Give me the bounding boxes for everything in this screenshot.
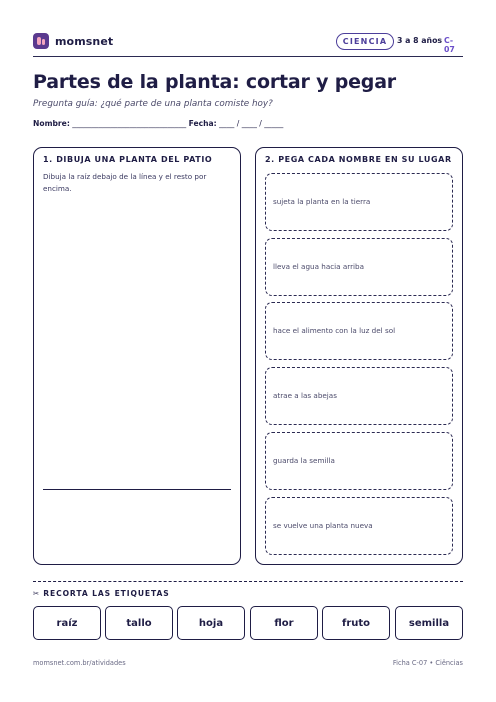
paste-slot[interactable] bbox=[265, 432, 453, 490]
brand-name: momsnet bbox=[55, 34, 114, 48]
name-label: Nombre: bbox=[33, 119, 70, 128]
header-divider bbox=[33, 56, 463, 57]
cutout-label[interactable]: tallo bbox=[105, 606, 173, 640]
paste-slot[interactable] bbox=[265, 367, 453, 425]
worksheet-code: C-07 bbox=[444, 36, 455, 54]
ground-line bbox=[43, 489, 231, 490]
cutout-label[interactable]: flor bbox=[250, 606, 318, 640]
cutout-label[interactable]: semilla bbox=[395, 606, 463, 640]
header bbox=[33, 31, 463, 55]
footer-reference: Ficha C-07 • Ciências bbox=[392, 659, 463, 667]
cutouts-heading bbox=[33, 589, 170, 598]
page-title: Partes de la planta: cortar y pegar bbox=[33, 71, 396, 93]
paste-slot[interactable] bbox=[265, 497, 453, 555]
age-range: 3 a 8 años bbox=[397, 36, 443, 45]
name-date-line bbox=[33, 119, 283, 128]
slot-description: guarda la semilla bbox=[273, 456, 335, 465]
date-label: Fecha: bbox=[188, 119, 217, 128]
date-blank[interactable]: ____ / ____ / _____ bbox=[216, 119, 284, 128]
paste-slot[interactable] bbox=[265, 238, 453, 296]
slot-description: atrae a las abejas bbox=[273, 391, 337, 400]
subject-pill: CIENCIA bbox=[336, 33, 394, 50]
cutout-label[interactable]: hoja bbox=[177, 606, 245, 640]
draw-panel-heading: 1. DIBUJA UNA PLANTA DEL PATIO bbox=[43, 155, 213, 164]
slot-description: hace el alimento con la luz del sol bbox=[273, 326, 396, 335]
paste-slot[interactable] bbox=[265, 302, 453, 360]
cutouts-heading-text: RECORTA LAS ETIQUETAS bbox=[43, 589, 170, 598]
slot-description: se vuelve una planta nueva bbox=[273, 521, 373, 530]
footer-url[interactable]: momsnet.com.br/atividades bbox=[33, 659, 126, 667]
paste-panel-heading: 2. PEGA CADA NOMBRE EN SU LUGAR bbox=[265, 155, 452, 164]
paste-panel bbox=[255, 147, 463, 565]
cutout-label[interactable]: raíz bbox=[33, 606, 101, 640]
guide-question: Pregunta guía: ¿qué parte de una planta comiste hoy? bbox=[33, 99, 273, 109]
brand-logo[interactable] bbox=[33, 33, 113, 49]
slot-description: sujeta la planta en la tierra bbox=[273, 197, 371, 206]
draw-instructions: Dibuja la raíz debajo de la línea y el resto por encima. bbox=[43, 172, 207, 193]
momsnet-logo-icon bbox=[33, 33, 49, 49]
slot-description: lleva el agua hacia arriba bbox=[273, 262, 365, 271]
paste-slot[interactable] bbox=[265, 173, 453, 231]
scissors-icon: ✂ bbox=[33, 589, 41, 598]
cut-line bbox=[33, 581, 463, 582]
name-blank[interactable]: ______________________________ bbox=[69, 119, 189, 128]
cutout-label[interactable]: fruto bbox=[322, 606, 390, 640]
draw-panel[interactable] bbox=[33, 147, 241, 565]
